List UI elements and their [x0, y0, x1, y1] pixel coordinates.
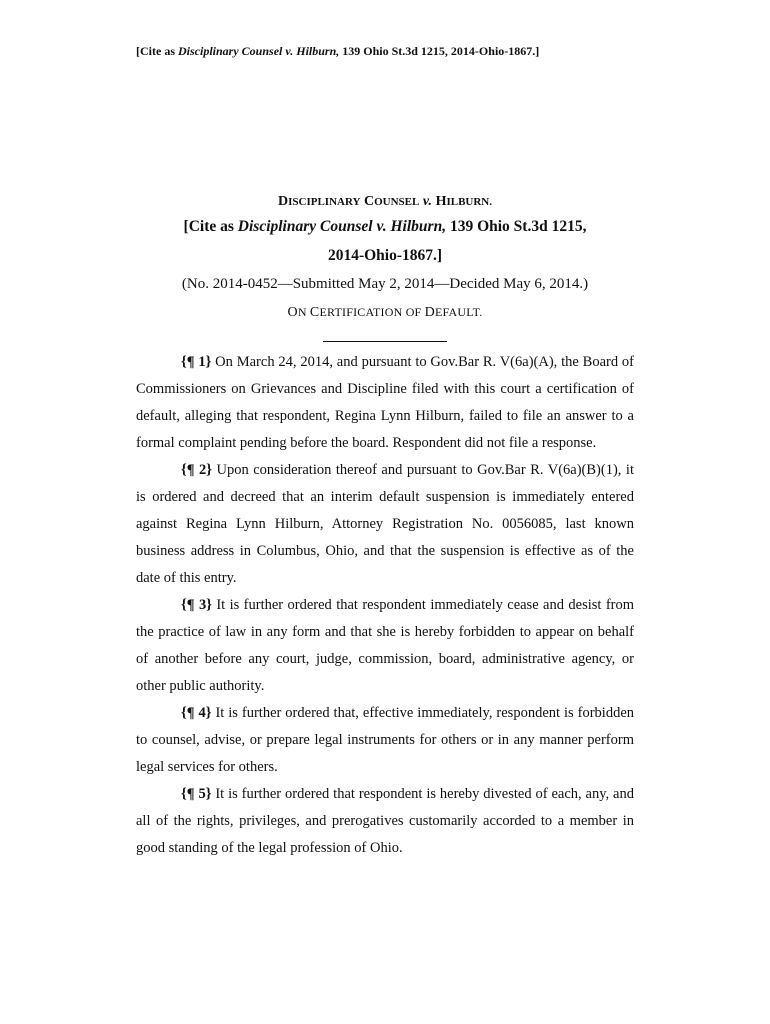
paragraph-2 [136, 457, 634, 592]
paragraph-number: {¶ 4} [181, 705, 212, 721]
docket-line: (No. 2014-0452—Submitted May 2, 2014—Decided May 6, 2014.) [181, 276, 589, 292]
paragraph-5 [136, 781, 634, 862]
citation-line: [Cite as Disciplinary Counsel v. Hilburn, 139 Ohio St.3d 1215, [183, 218, 587, 235]
title-block [0, 192, 770, 342]
paragraph-3 [136, 592, 634, 700]
separator-rule [323, 341, 447, 342]
opinion-body [136, 349, 634, 862]
paragraph-number: {¶ 5} [181, 786, 212, 802]
running-head-case-name: Disciplinary Counsel v. Hilburn, [178, 44, 340, 58]
paragraph-number: {¶ 1} [181, 354, 212, 370]
running-head: [Cite as Disciplinary Counsel v. Hilburn, 139 Ohio St.3d 1215, 2014-Ohio-1867.] [136, 44, 540, 58]
paragraph-text: On March 24, 2014, and pursuant to Gov.Bar R. V(6a)(A), the Board of Commissioners on Grievances and Discipline filed with this court a certification of default, alleging that respondent, Regina Lynn Hilburn, failed to file an answer to a formal complaint pending before the board. Respondent did not file a response. [136, 354, 634, 451]
paragraph-text: Upon consideration thereof and pursuant to Gov.Bar R. V(6a)(B)(1), it is ordered and decreed that an interim default suspension is immediately entered against Regina Lynn Hilburn, Attorney Registration No. 0056085, last known business address in Columbus, Ohio, and that the suspension is effective as of the date of this entry. [136, 462, 634, 586]
paragraph-4 [136, 700, 634, 781]
citation-line-2: 2014-Ohio-1867.] [327, 247, 443, 264]
paragraph-text: It is further ordered that, effective immediately, respondent is forbidden to counsel, advise, or prepare legal instruments for others or in any manner perform legal services for others. [136, 705, 634, 775]
case-title: DISCIPLINARY COUNSEL v. HILBURN. [278, 194, 492, 209]
paragraph-1 [136, 349, 634, 457]
citation-case-name: Disciplinary Counsel v. Hilburn, [237, 218, 447, 235]
paragraph-number: {¶ 3} [181, 597, 212, 613]
certification-heading: ON CERTIFICATION OF DEFAULT. [287, 305, 483, 320]
paragraph-text: It is further ordered that respondent is hereby divested of each, any, and all of the rights, privileges, and prerogatives customarily accorded to a member in good standing of the legal profession of Ohio. [136, 786, 634, 856]
paragraph-number: {¶ 2} [181, 462, 213, 478]
paragraph-text: It is further ordered that respondent immediately cease and desist from the practice of law in any form and that she is hereby forbidden to appear on behalf of another before any court, judge, commission, board, administrative agency, or other public authority. [136, 597, 634, 694]
